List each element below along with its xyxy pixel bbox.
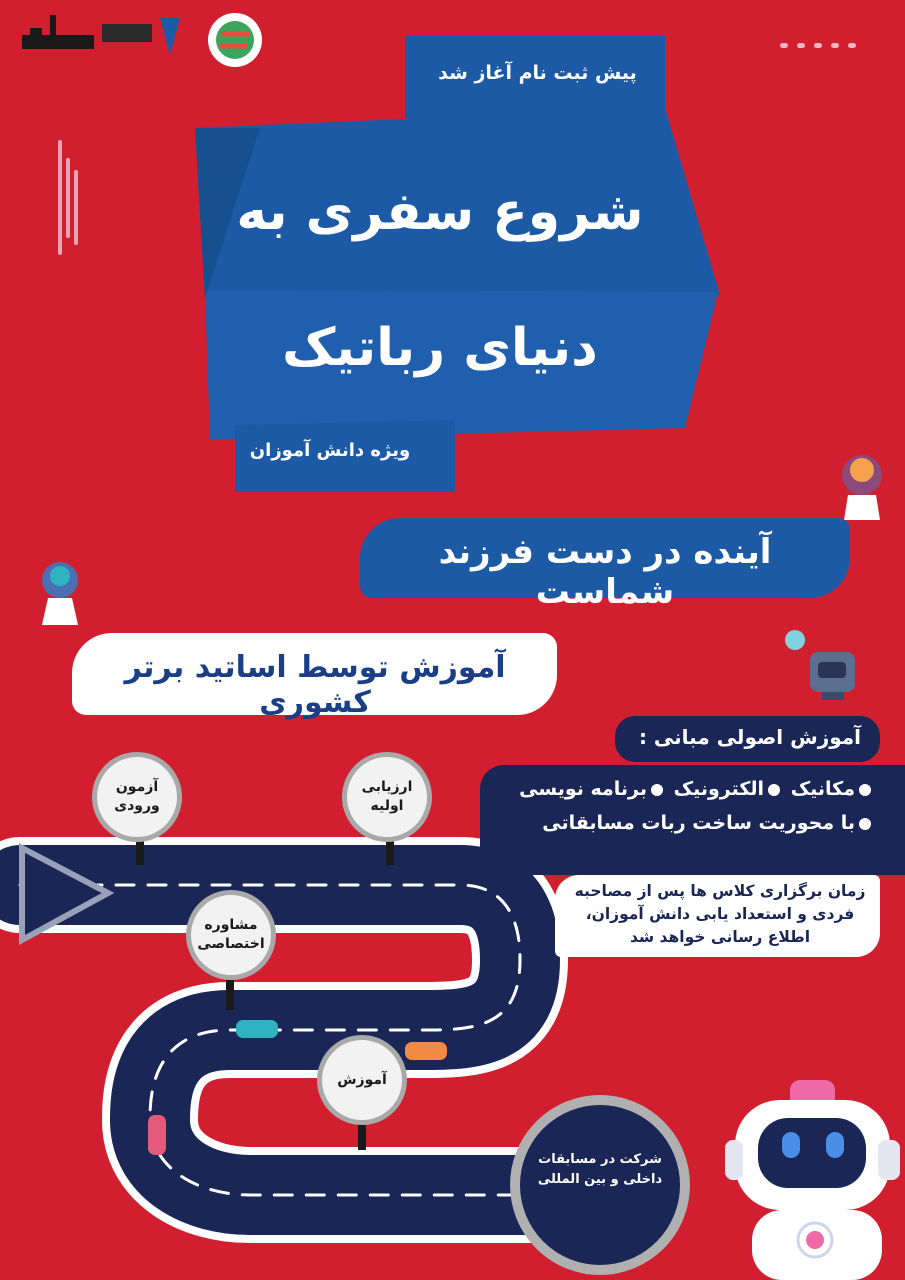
road: [20, 885, 560, 1195]
course-focus-text: با محوریت ساخت ربات مسابقاتی: [542, 812, 855, 834]
car-pink-icon: [148, 1115, 166, 1155]
courses-line2: [475, 812, 875, 834]
course-item-programming: برنامه نویسی: [519, 778, 648, 800]
slogan-text: آینده در دست فرزند شماست: [438, 532, 772, 612]
logo-city-icon: [22, 15, 94, 49]
headline-line2: دنیای رباتیک: [282, 318, 598, 378]
robot-rocket-right-icon: [842, 455, 882, 520]
milestone-consultation: مشاوره اختصاصی: [186, 890, 276, 980]
car-teal-icon: [236, 1020, 278, 1038]
course-item-electronics: الکترونیک: [673, 778, 765, 800]
courses-title: آموزش اصولی مبانی :: [638, 725, 862, 749]
competition-line2: داخلی و بین المللی: [537, 1172, 663, 1187]
teaching-text: آموزش توسط اساتید برتر کشوری: [124, 650, 506, 720]
courses-line1: [475, 778, 875, 800]
milestone-entrance-exam: آزمون ورودی: [92, 752, 182, 842]
competition-text: [520, 1150, 680, 1190]
course-item-mechanics: مکانیک: [790, 778, 855, 800]
note-line3: اطلاع رسانی خواهد شد: [629, 928, 811, 946]
audience-text: ویژه دانش آموزان: [249, 440, 411, 461]
robot-large-icon: [725, 1080, 900, 1280]
milestone-initial-evaluation: ارزیابی اولیه: [342, 752, 432, 842]
headline-line1: شروع سفری به: [236, 182, 644, 242]
milestone-training: آموزش: [317, 1035, 407, 1125]
competition-line1: شرکت در مسابقات: [538, 1152, 662, 1167]
note-line2: فردی و استعداد یابی دانش آموزان،: [585, 905, 855, 923]
robot-rocket-left-icon: [42, 562, 78, 625]
logo-university-icon: [102, 18, 180, 55]
robot-small-icon: [785, 630, 855, 700]
note-text: [565, 880, 875, 949]
logo-organization-icon: [208, 13, 262, 67]
note-line1: زمان برگزاری کلاس ها پس از مصاحبه: [574, 882, 866, 900]
car-orange-icon: [405, 1042, 447, 1060]
pre-registration-text: پیش ثبت نام آغاز شد: [438, 62, 637, 84]
